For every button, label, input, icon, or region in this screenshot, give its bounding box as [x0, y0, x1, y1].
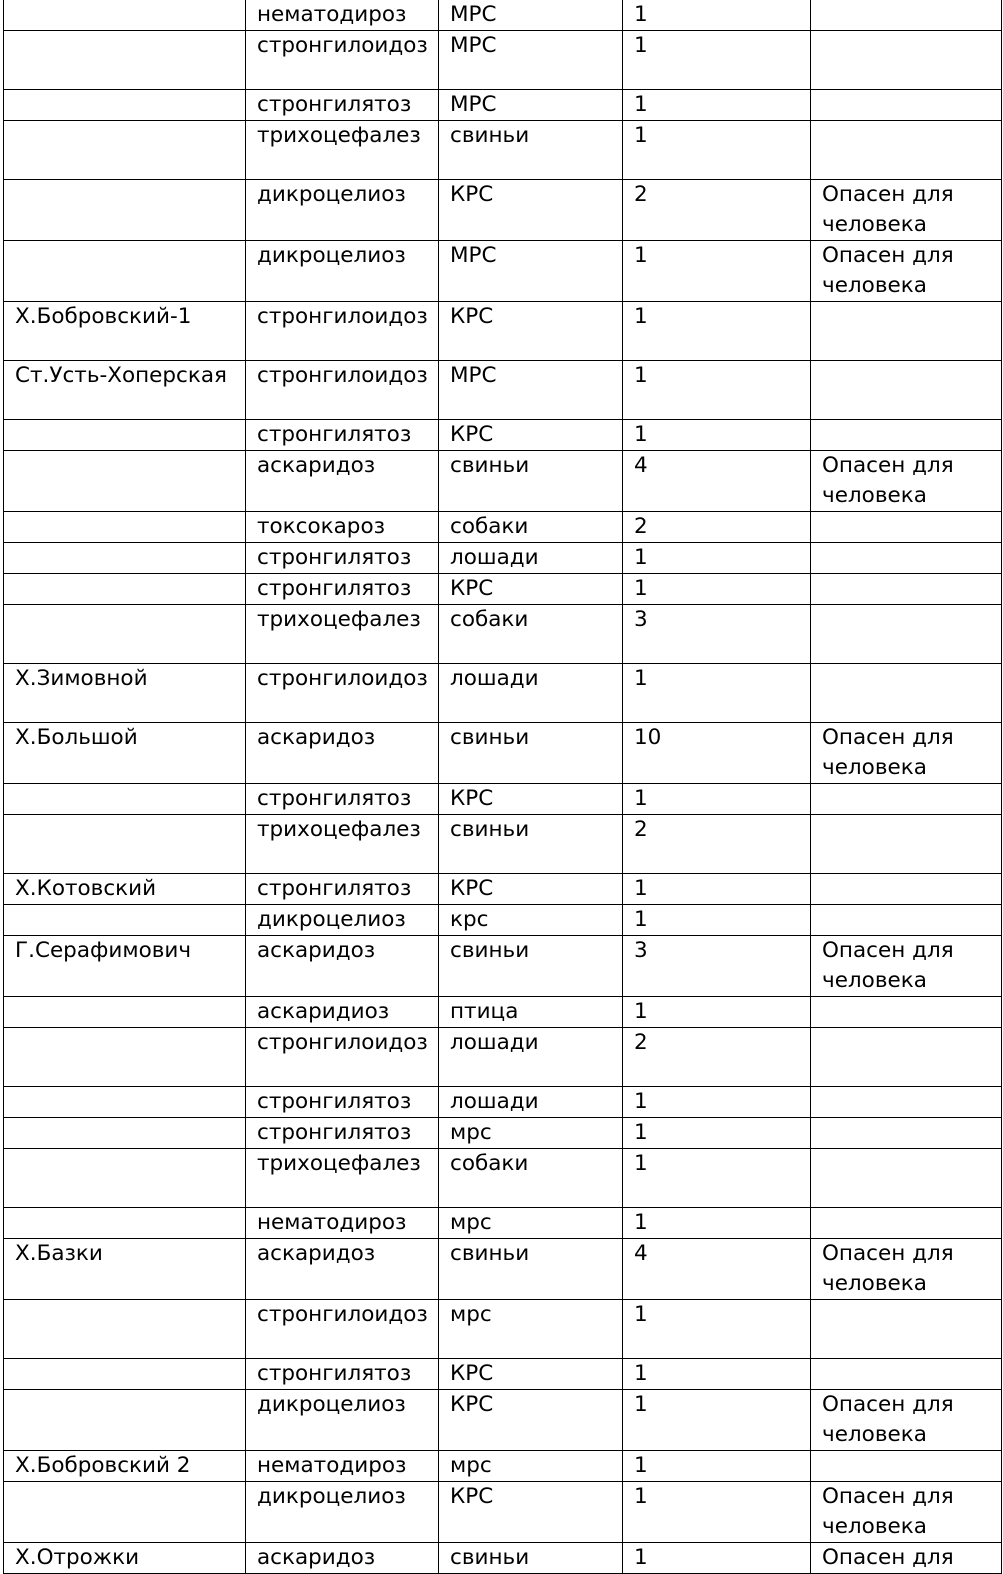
note-cell — [811, 31, 1002, 90]
note-cell — [811, 815, 1002, 874]
disease-cell: аскаридиоз — [246, 997, 439, 1028]
animal-cell: мрс — [439, 1118, 623, 1149]
table-row — [4, 121, 1002, 180]
place-cell: Х.Отрожки — [4, 1543, 246, 1574]
place-cell: Г.Серафимович — [4, 936, 246, 997]
place-cell — [4, 451, 246, 512]
table-row — [4, 180, 1002, 241]
disease-cell: стронгилоидоз — [246, 664, 439, 723]
note-cell: Опасен для — [811, 1543, 1002, 1574]
disease-cell: стронгилятоз — [246, 1087, 439, 1118]
count-cell: 1 — [623, 420, 811, 451]
count-cell: 2 — [623, 180, 811, 241]
place-cell: Х.Бобровский-1 — [4, 302, 246, 361]
note-cell — [811, 784, 1002, 815]
place-cell — [4, 241, 246, 302]
count-cell: 1 — [623, 1149, 811, 1208]
disease-cell: дикроцелиоз — [246, 1482, 439, 1543]
place-cell — [4, 1118, 246, 1149]
animal-cell: собаки — [439, 1149, 623, 1208]
animal-cell: лошади — [439, 1028, 623, 1087]
count-cell: 3 — [623, 936, 811, 997]
place-cell — [4, 420, 246, 451]
place-cell — [4, 512, 246, 543]
note-cell — [811, 302, 1002, 361]
note-cell: Опасен для человека — [811, 936, 1002, 997]
disease-cell: стронгилятоз — [246, 420, 439, 451]
animal-cell: свиньи — [439, 723, 623, 784]
place-cell: Х.Базки — [4, 1239, 246, 1300]
animal-cell: МРС — [439, 241, 623, 302]
count-cell: 4 — [623, 451, 811, 512]
place-cell — [4, 1300, 246, 1359]
animal-cell: свиньи — [439, 1543, 623, 1574]
table-row — [4, 784, 1002, 815]
disease-cell: стронгилятоз — [246, 543, 439, 574]
animal-cell: свиньи — [439, 936, 623, 997]
note-cell — [811, 664, 1002, 723]
disease-cell: стронгилятоз — [246, 1359, 439, 1390]
count-cell: 1 — [623, 90, 811, 121]
table-row — [4, 361, 1002, 420]
disease-cell: аскаридоз — [246, 1239, 439, 1300]
animal-cell: птица — [439, 997, 623, 1028]
count-cell: 1 — [623, 31, 811, 90]
table-row — [4, 1390, 1002, 1451]
place-cell — [4, 1149, 246, 1208]
note-cell — [811, 574, 1002, 605]
animal-cell: КРС — [439, 874, 623, 905]
place-cell — [4, 180, 246, 241]
count-cell: 10 — [623, 723, 811, 784]
table-row — [4, 451, 1002, 512]
place-cell — [4, 997, 246, 1028]
animal-cell: лошади — [439, 664, 623, 723]
animal-cell: собаки — [439, 605, 623, 664]
note-cell — [811, 1359, 1002, 1390]
note-cell — [811, 874, 1002, 905]
animal-cell: МРС — [439, 90, 623, 121]
table-row — [4, 723, 1002, 784]
note-cell — [811, 1118, 1002, 1149]
disease-cell: дикроцелиоз — [246, 180, 439, 241]
count-cell: 1 — [623, 997, 811, 1028]
animal-cell: свиньи — [439, 1239, 623, 1300]
place-cell — [4, 1359, 246, 1390]
table-row — [4, 574, 1002, 605]
note-cell — [811, 121, 1002, 180]
table-row — [4, 1028, 1002, 1087]
place-cell — [4, 1482, 246, 1543]
animal-cell: крс — [439, 905, 623, 936]
disease-cell: нематодироз — [246, 1208, 439, 1239]
animal-cell: лошади — [439, 543, 623, 574]
disease-cell: стронгилоидоз — [246, 1028, 439, 1087]
table-row — [4, 302, 1002, 361]
note-cell: Опасен для человека — [811, 451, 1002, 512]
disease-cell: нематодироз — [246, 0, 439, 31]
table-row — [4, 997, 1002, 1028]
disease-cell: стронгилятоз — [246, 1118, 439, 1149]
note-cell — [811, 1300, 1002, 1359]
count-cell: 1 — [623, 1300, 811, 1359]
count-cell: 1 — [623, 1482, 811, 1543]
place-cell — [4, 1390, 246, 1451]
animal-cell: мрс — [439, 1451, 623, 1482]
table-row — [4, 1451, 1002, 1482]
note-cell — [811, 1451, 1002, 1482]
note-cell: Опасен для человека — [811, 1482, 1002, 1543]
note-cell — [811, 605, 1002, 664]
animal-cell: мрс — [439, 1300, 623, 1359]
place-cell — [4, 121, 246, 180]
note-cell — [811, 512, 1002, 543]
place-cell — [4, 1087, 246, 1118]
note-cell — [811, 90, 1002, 121]
table-row — [4, 936, 1002, 997]
table-row — [4, 241, 1002, 302]
count-cell: 1 — [623, 241, 811, 302]
table-row — [4, 90, 1002, 121]
table-row — [4, 31, 1002, 90]
disease-cell: стронгилятоз — [246, 874, 439, 905]
count-cell: 1 — [623, 1208, 811, 1239]
place-cell — [4, 31, 246, 90]
disease-cell: трихоцефалез — [246, 815, 439, 874]
disease-cell: стронгилятоз — [246, 784, 439, 815]
table-row — [4, 1482, 1002, 1543]
disease-cell: дикроцелиоз — [246, 1390, 439, 1451]
count-cell: 1 — [623, 1118, 811, 1149]
animal-cell: собаки — [439, 512, 623, 543]
note-cell — [811, 997, 1002, 1028]
count-cell: 1 — [623, 121, 811, 180]
table-row — [4, 0, 1002, 31]
count-cell: 2 — [623, 815, 811, 874]
count-cell: 1 — [623, 574, 811, 605]
parasitology-table — [3, 0, 1002, 1574]
place-cell: Х.Бобровский 2 — [4, 1451, 246, 1482]
place-cell — [4, 605, 246, 664]
animal-cell: МРС — [439, 31, 623, 90]
table-row — [4, 1149, 1002, 1208]
disease-cell: стронгилоидоз — [246, 302, 439, 361]
count-cell: 1 — [623, 1390, 811, 1451]
disease-cell: аскаридоз — [246, 1543, 439, 1574]
table-row — [4, 1208, 1002, 1239]
disease-cell: стронгилятоз — [246, 574, 439, 605]
note-cell — [811, 1028, 1002, 1087]
animal-cell: мрс — [439, 1208, 623, 1239]
table-row — [4, 874, 1002, 905]
count-cell: 1 — [623, 1359, 811, 1390]
place-cell — [4, 90, 246, 121]
note-cell: Опасен для человека — [811, 1239, 1002, 1300]
table-row — [4, 664, 1002, 723]
table-row — [4, 1543, 1002, 1574]
count-cell: 2 — [623, 512, 811, 543]
animal-cell: МРС — [439, 0, 623, 31]
count-cell: 2 — [623, 1028, 811, 1087]
animal-cell: свиньи — [439, 815, 623, 874]
animal-cell: КРС — [439, 1390, 623, 1451]
count-cell: 1 — [623, 302, 811, 361]
place-cell: Х.Большой — [4, 723, 246, 784]
place-cell — [4, 1028, 246, 1087]
animal-cell: свиньи — [439, 121, 623, 180]
disease-cell: токсокароз — [246, 512, 439, 543]
place-cell — [4, 1208, 246, 1239]
animal-cell: лошади — [439, 1087, 623, 1118]
count-cell: 1 — [623, 543, 811, 574]
animal-cell: КРС — [439, 1482, 623, 1543]
disease-cell: дикроцелиоз — [246, 241, 439, 302]
count-cell: 1 — [623, 1087, 811, 1118]
place-cell — [4, 0, 246, 31]
disease-cell: стронгилоидоз — [246, 1300, 439, 1359]
note-cell — [811, 1087, 1002, 1118]
disease-cell: аскаридоз — [246, 936, 439, 997]
disease-cell: трихоцефалез — [246, 1149, 439, 1208]
count-cell: 1 — [623, 905, 811, 936]
note-cell — [811, 543, 1002, 574]
count-cell: 1 — [623, 874, 811, 905]
note-cell — [811, 420, 1002, 451]
table-row — [4, 420, 1002, 451]
note-cell: Опасен для человека — [811, 1390, 1002, 1451]
disease-cell: трихоцефалез — [246, 605, 439, 664]
table-row — [4, 815, 1002, 874]
count-cell: 4 — [623, 1239, 811, 1300]
count-cell: 1 — [623, 1451, 811, 1482]
animal-cell: КРС — [439, 302, 623, 361]
table-row — [4, 605, 1002, 664]
disease-cell: аскаридоз — [246, 451, 439, 512]
animal-cell: КРС — [439, 180, 623, 241]
disease-cell: нематодироз — [246, 1451, 439, 1482]
count-cell: 3 — [623, 605, 811, 664]
note-cell: Опасен для человека — [811, 180, 1002, 241]
note-cell — [811, 1208, 1002, 1239]
disease-cell: аскаридоз — [246, 723, 439, 784]
table-row — [4, 1087, 1002, 1118]
place-cell: Х.Котовский — [4, 874, 246, 905]
disease-cell: стронгилятоз — [246, 90, 439, 121]
table-row — [4, 1359, 1002, 1390]
table-row — [4, 1118, 1002, 1149]
place-cell: Ст.Усть-Хоперская — [4, 361, 246, 420]
count-cell: 1 — [623, 361, 811, 420]
place-cell — [4, 543, 246, 574]
disease-cell: дикроцелиоз — [246, 905, 439, 936]
table-row — [4, 905, 1002, 936]
place-cell — [4, 784, 246, 815]
place-cell — [4, 815, 246, 874]
disease-cell: стронгилоидоз — [246, 31, 439, 90]
place-cell — [4, 905, 246, 936]
place-cell — [4, 574, 246, 605]
table-body — [4, 0, 1002, 1574]
disease-cell: стронгилоидоз — [246, 361, 439, 420]
note-cell: Опасен для человека — [811, 723, 1002, 784]
table-row — [4, 512, 1002, 543]
animal-cell: КРС — [439, 1359, 623, 1390]
count-cell: 1 — [623, 1543, 811, 1574]
note-cell — [811, 361, 1002, 420]
animal-cell: КРС — [439, 574, 623, 605]
animal-cell: КРС — [439, 784, 623, 815]
count-cell: 1 — [623, 0, 811, 31]
animal-cell: КРС — [439, 420, 623, 451]
disease-cell: трихоцефалез — [246, 121, 439, 180]
note-cell — [811, 905, 1002, 936]
place-cell: Х.Зимовной — [4, 664, 246, 723]
table-row — [4, 1239, 1002, 1300]
count-cell: 1 — [623, 664, 811, 723]
count-cell: 1 — [623, 784, 811, 815]
animal-cell: МРС — [439, 361, 623, 420]
note-cell — [811, 1149, 1002, 1208]
note-cell: Опасен для человека — [811, 241, 1002, 302]
note-cell — [811, 0, 1002, 31]
animal-cell: свиньи — [439, 451, 623, 512]
table-row — [4, 543, 1002, 574]
table-row — [4, 1300, 1002, 1359]
